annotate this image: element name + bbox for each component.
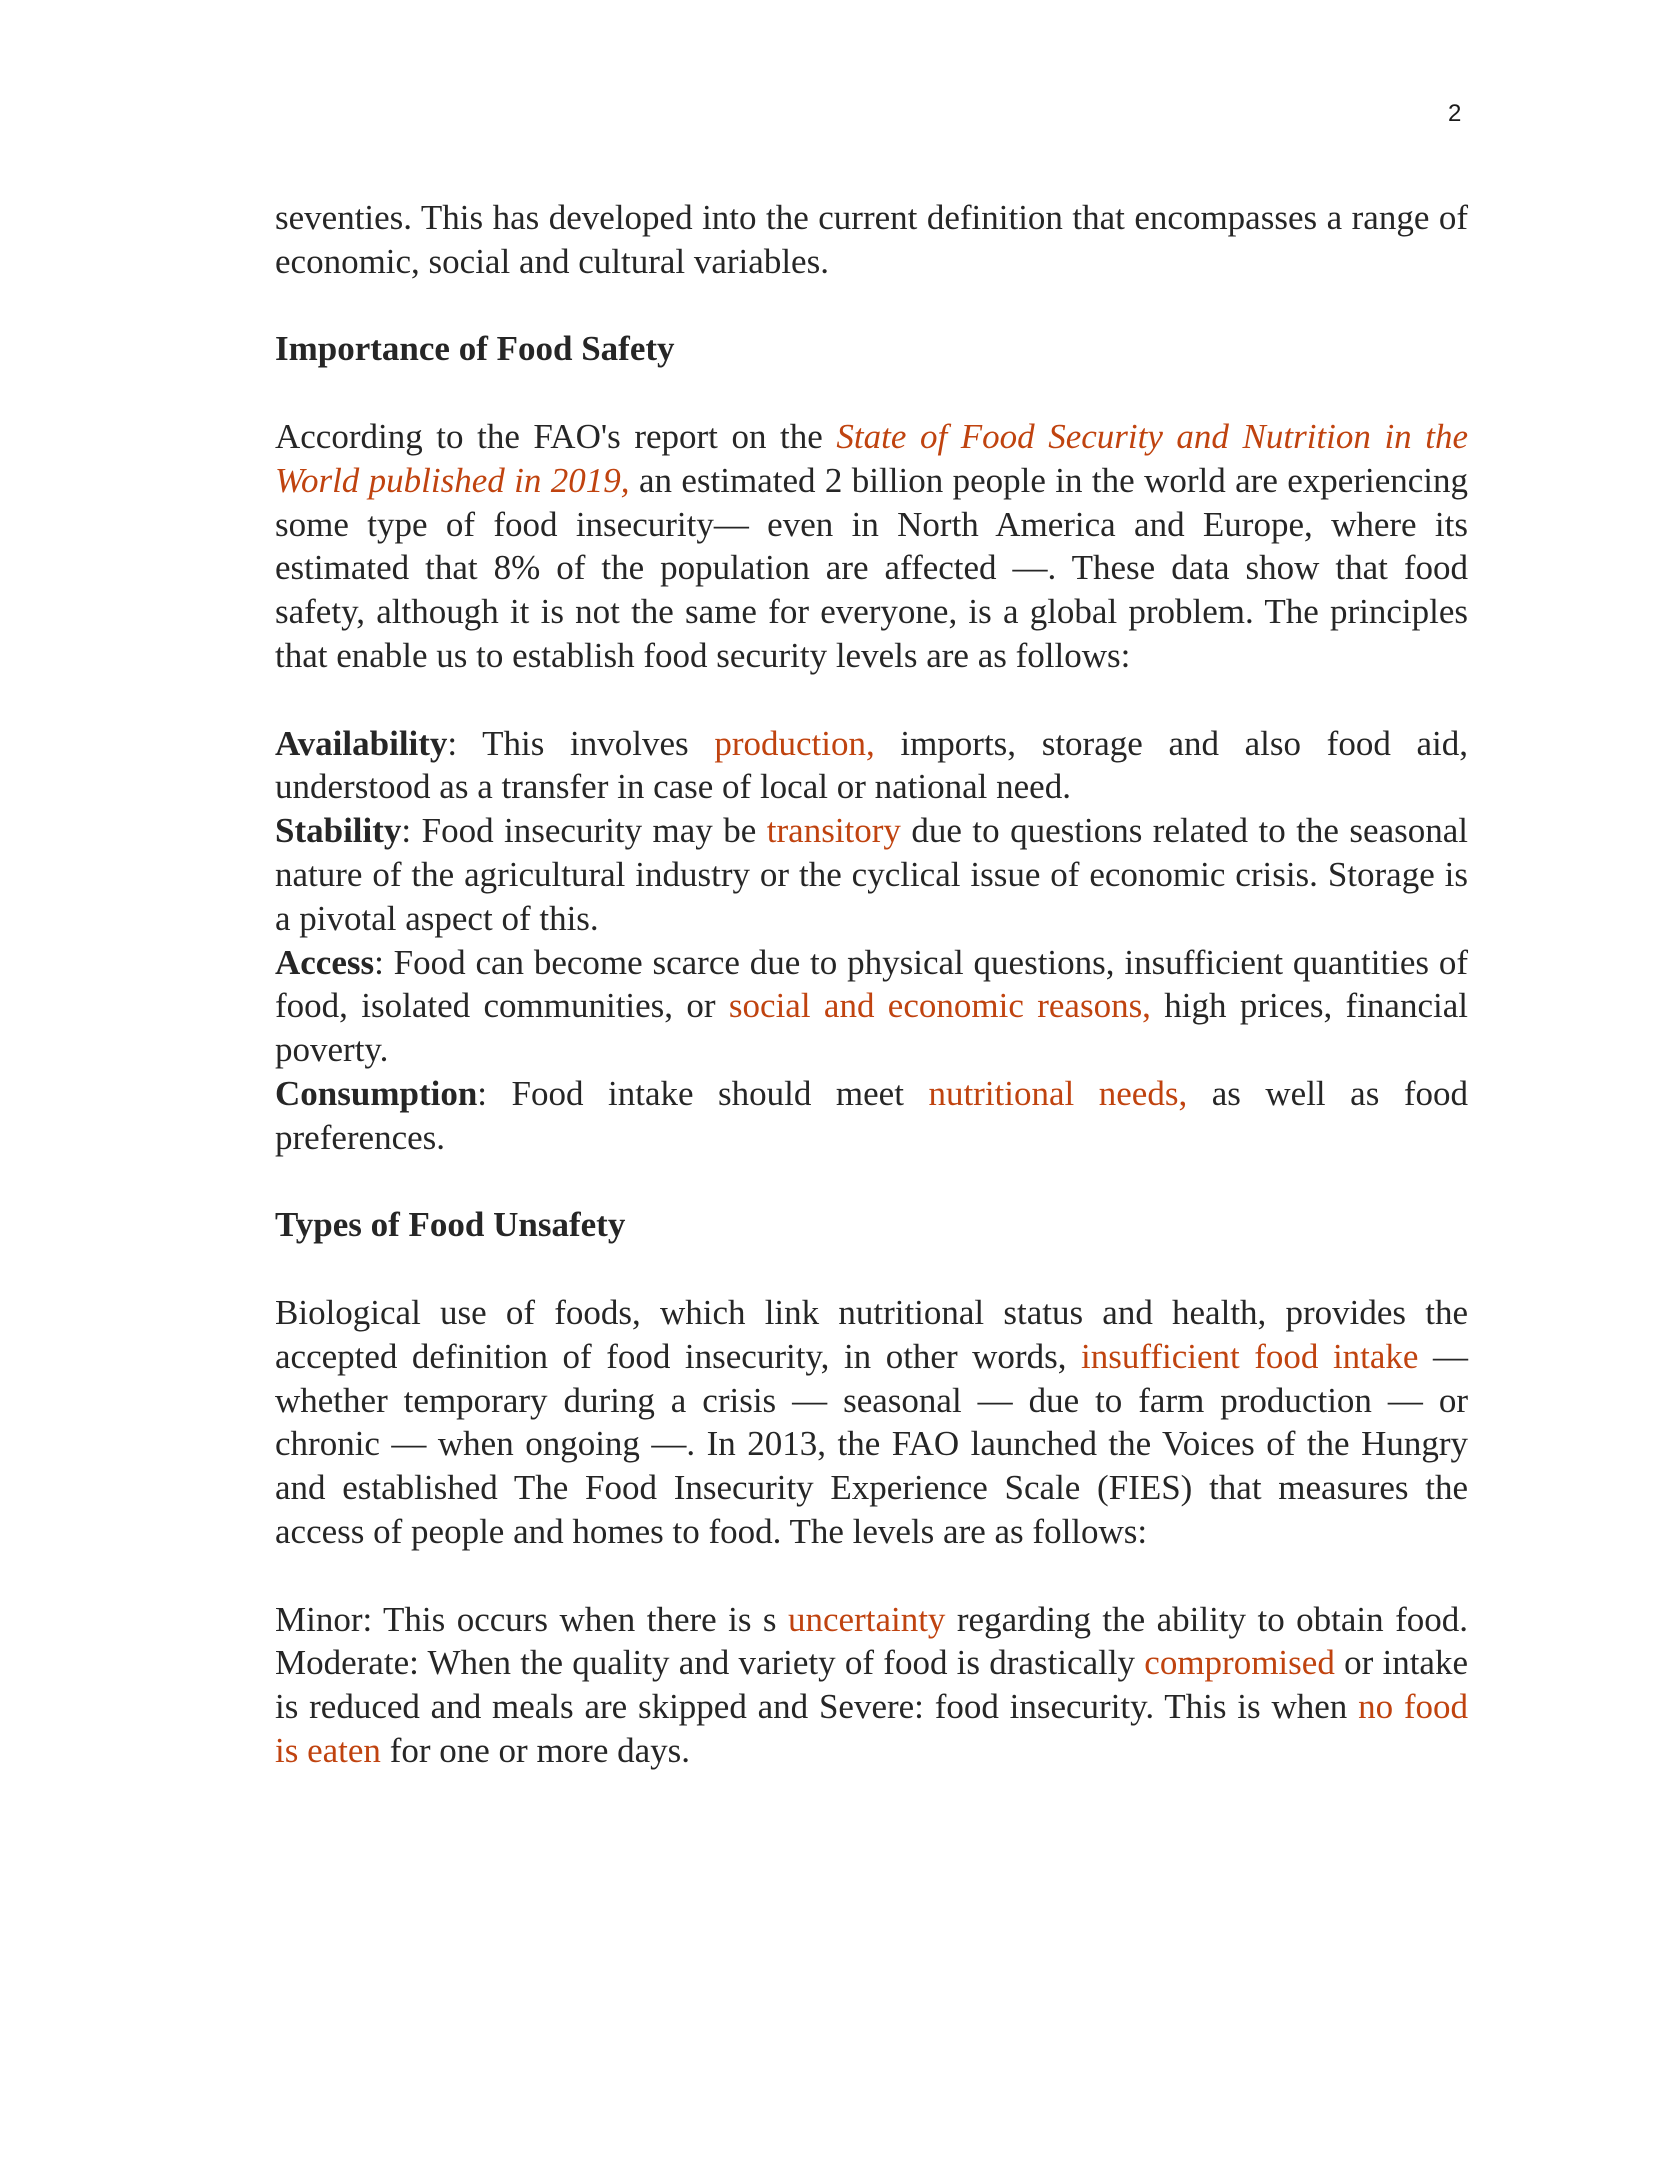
spacer <box>275 1554 1468 1598</box>
compromised-highlight: compromised <box>1144 1643 1335 1683</box>
principle-stability <box>275 809 1468 940</box>
principle-term: Stability <box>275 811 402 851</box>
paragraph-text: — whether temporary during a crisis — seasonal — due to farm production — or chronic — when ongoing —. In 2013, the FAO launched the Voices of the Hungry and established The Food Insecurity Experience Scale (FIES) that measures the access of people and homes to food. The levels are as follows: <box>275 1336 1468 1551</box>
spacer <box>275 371 1468 415</box>
paragraph-text: regarding the ability to obtain food. Moderate: When the quality and variety of food is drastically <box>275 1599 1469 1683</box>
biological-use-paragraph <box>275 1291 1468 1554</box>
spacer <box>275 1160 1468 1204</box>
section-heading-importance: Importance of Food Safety <box>275 329 675 369</box>
principle-text: due to questions related to the seasonal nature of the agricultural industry or the cyclical issue of economic crisis. Storage is a pivotal aspect of this. <box>275 811 1468 938</box>
principle-term: Consumption <box>275 1073 478 1113</box>
principle-highlight: production, <box>714 723 875 763</box>
principle-term: Availability <box>275 723 448 763</box>
principle-access <box>275 941 1468 1072</box>
principle-highlight: transitory <box>766 811 901 851</box>
principle-availability <box>275 722 1468 810</box>
principle-text: : Food intake should meet <box>477 1073 929 1113</box>
principle-consumption <box>275 1072 1468 1160</box>
paragraph-text: an estimated 2 billion people in the world are experiencing some type of food insecurity— even in North America and Europe, where its estimated that 8% of the population are affected —. These data show that food safety, although it is not the same for everyone, is a global problem. The principles that enable us to establish food security levels are as follows: <box>275 460 1468 675</box>
principle-text: high prices, financial poverty. <box>275 986 1468 1070</box>
paragraph-text: for one or more days. <box>380 1730 691 1770</box>
paragraph-text: Biological use of foods, which link nutritional status and health, provides the accepted definition of food insecurity, in other words, <box>275 1292 1468 1376</box>
principle-term: Access <box>275 942 375 982</box>
document-body <box>275 196 1468 1773</box>
insufficient-intake-highlight: insufficient food intake <box>1080 1336 1419 1376</box>
fao-report-paragraph <box>275 415 1468 678</box>
principle-text: : Food insecurity may be <box>401 811 767 851</box>
spacer <box>275 284 1468 328</box>
spacer <box>275 678 1468 722</box>
spacer <box>275 1247 1468 1291</box>
fies-levels-paragraph <box>275 1598 1468 1773</box>
principle-text: : This involves <box>447 723 715 763</box>
principle-text: imports, storage and also food aid, understood as a transfer in case of local or national need. <box>275 723 1468 807</box>
report-title-highlight: State of Food Security and Nutrition in the World published in 2019, <box>275 416 1468 500</box>
paragraph-text: or intake is reduced and meals are skipped and Severe: food insecurity. This is when <box>275 1643 1468 1727</box>
intro-paragraph: seventies. This has developed into the current definition that encompasses a range of economic, social and cultural variables. <box>275 198 1468 281</box>
principle-highlight: nutritional needs, <box>928 1073 1188 1113</box>
page-number: 2 <box>1448 100 1462 127</box>
principle-text: as well as food preferences. <box>275 1073 1468 1157</box>
paragraph-text: According to the FAO's report on the <box>275 416 837 456</box>
section-heading-types: Types of Food Unsafety <box>275 1205 626 1245</box>
paragraph-text: Minor: This occurs when there is s <box>275 1599 788 1639</box>
no-food-eaten-highlight: no food is eaten <box>275 1687 1469 1770</box>
uncertainty-highlight: uncertainty <box>788 1599 946 1639</box>
principle-text: : Food can become scarce due to physical questions, insufficient quantities of food, isolated communities, or <box>275 942 1468 1026</box>
principle-highlight: social and economic reasons, <box>728 986 1151 1026</box>
